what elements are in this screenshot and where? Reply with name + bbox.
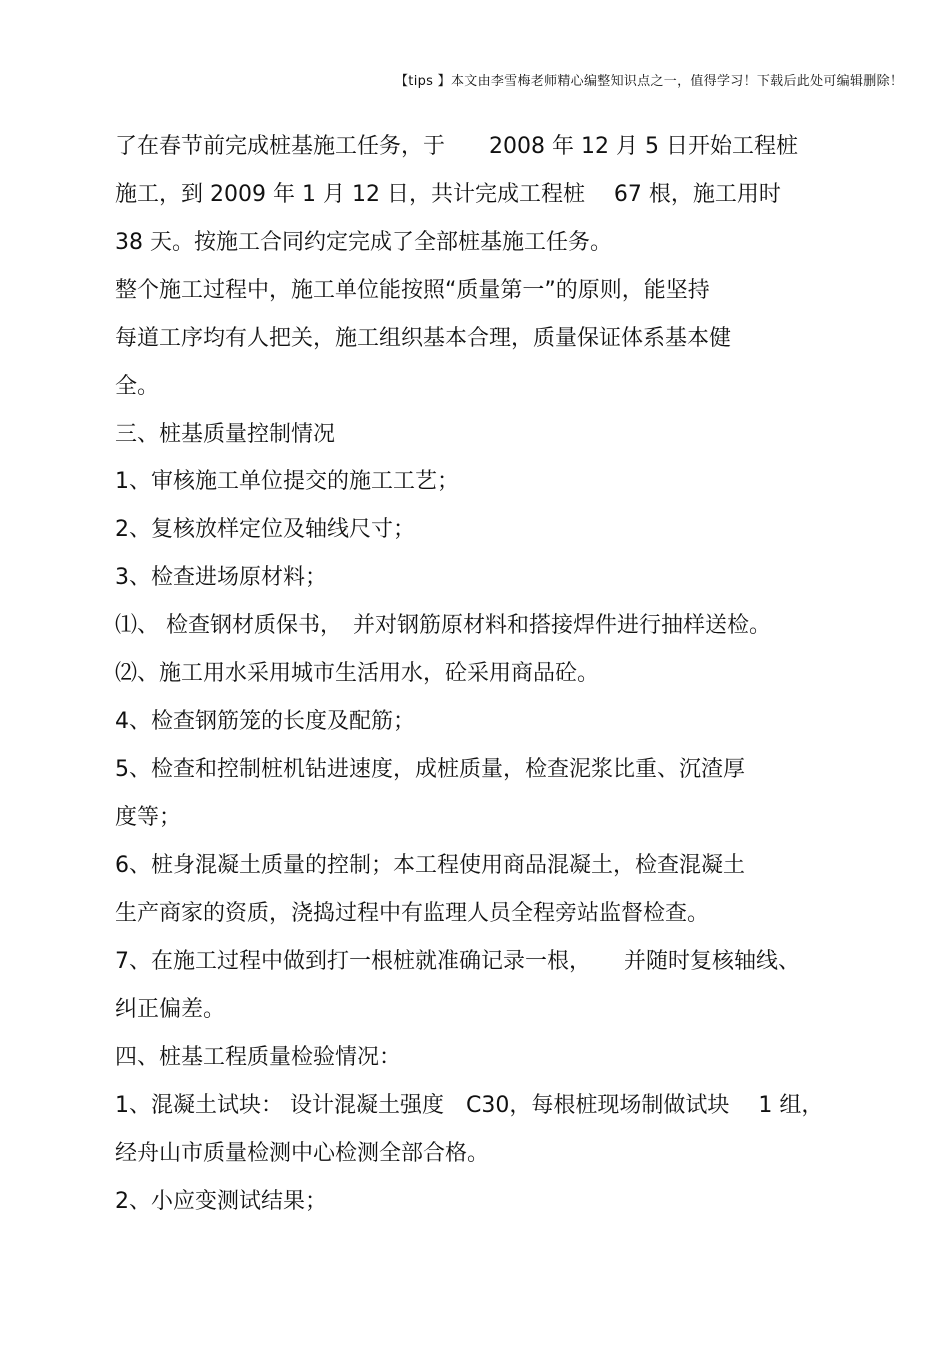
list-item: 4、检查钢筋笼的长度及配筋； (115, 709, 415, 734)
text-line: 了在春节前完成桩基施工任务，于 2008 年 12 月 5 日开始工程桩 (115, 134, 798, 159)
text-line: 全。 (115, 374, 160, 399)
text-line: 整个施工过程中，施工单位能按照“质量第一”的原则，能坚持 (115, 278, 710, 303)
text-line: 生产商家的资质，浇捣过程中有监理人员全程旁站监督检查。 (115, 901, 710, 926)
list-item: ⑴、 检查钢材质保书， 并对钢筋原材料和搭接焊件进行抽样送检。 (115, 613, 771, 638)
text-line: 每道工序均有人把关，施工组织基本合理，质量保证体系基本健 (115, 326, 732, 351)
tips-header: 【tips 】本文由李雪梅老师精心编整知识点之一，值得学习！下载后此处可编辑删除！ (395, 74, 904, 89)
list-item: 6、桩身混凝土质量的控制；本工程使用商品混凝土，检查混凝土 (115, 853, 745, 878)
list-item: 2、复核放样定位及轴线尺寸； (115, 517, 415, 542)
list-item: 1、混凝土试块： 设计混凝土强度 C30，每根桩现场制做试块 1 组， (115, 1093, 824, 1118)
list-item: 1、审核施工单位提交的施工工艺； (115, 469, 459, 494)
text-line: 纠正偏差。 (115, 997, 226, 1022)
list-item: ⑵、施工用水采用城市生活用水，砼采用商品砼。 (115, 661, 600, 686)
text-line: 38 天。按施工合同约定完成了全部桩基施工任务。 (115, 230, 612, 255)
list-item: 5、检查和控制桩机钻进速度，成桩质量，检查泥浆比重、沉渣厚 (115, 757, 745, 782)
section-heading: 三、桩基质量控制情况 (115, 422, 336, 447)
list-item: 2、小应变测试结果； (115, 1189, 327, 1214)
section-heading: 四、桩基工程质量检验情况： (115, 1045, 402, 1070)
list-item: 7、在施工过程中做到打一根桩就准确记录一根， 并随时复核轴线、 (115, 949, 800, 974)
list-item: 3、检查进场原材料； (115, 565, 327, 590)
text-line: 施工，到 2009 年 1 月 12 日，共计完成工程桩 67 根，施工用时 (115, 182, 781, 207)
text-line: 经舟山市质量检测中心检测全部合格。 (115, 1141, 490, 1166)
text-line: 度等； (115, 805, 182, 830)
